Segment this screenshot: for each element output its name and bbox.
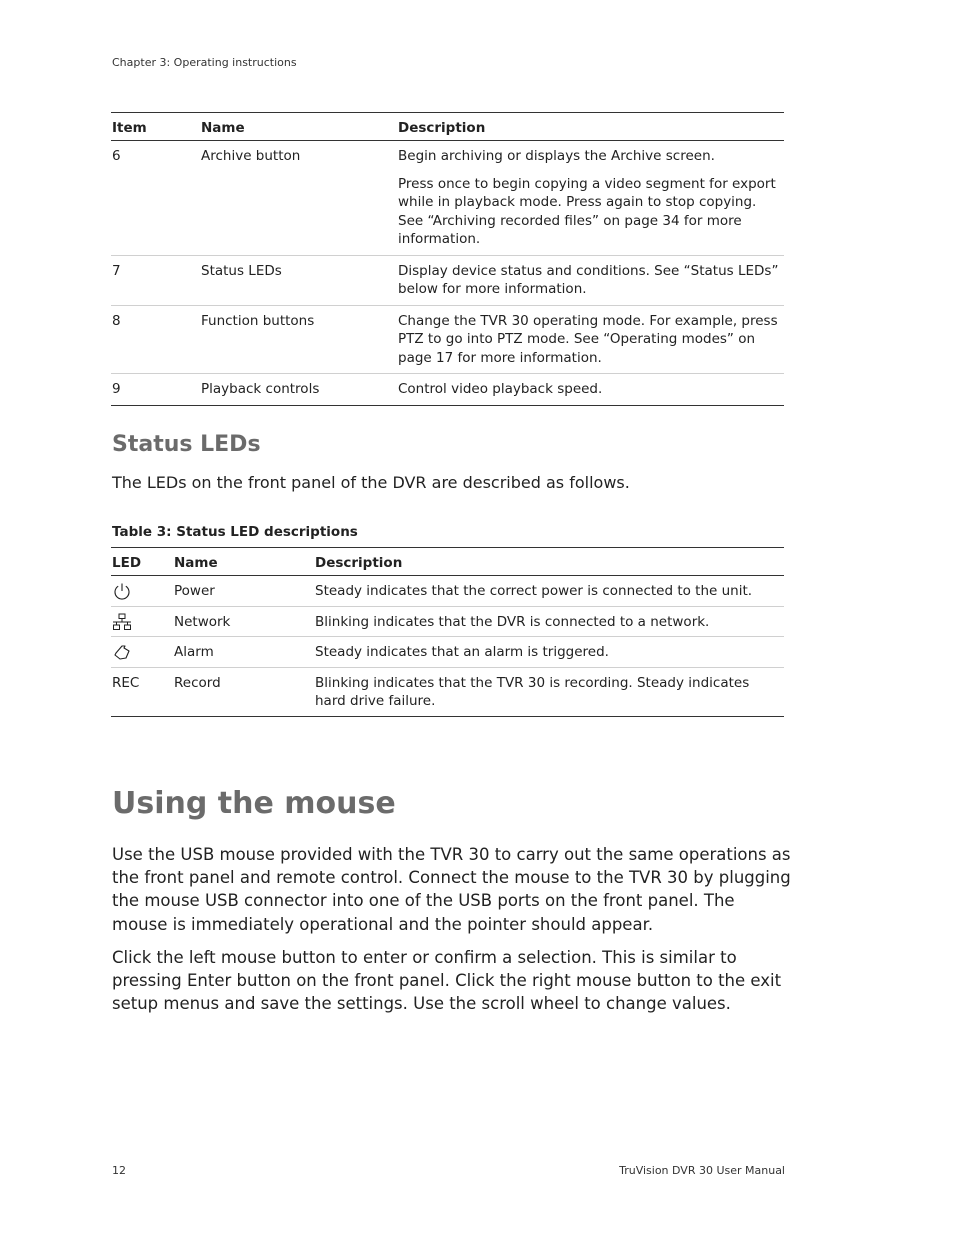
chapter-header: Chapter 3: Operating instructions	[112, 56, 297, 69]
body-paragraph: Use the USB mouse provided with the TVR 30 to carry out the same operations as the front panel and remote control. Connect the mouse to the TVR 30 by plugging the mouse USB connector into one of the USB ports on the front panel. The mouse is immediately operational and the pointer should appear.	[112, 845, 791, 934]
name-cell: Power	[173, 576, 314, 607]
table-row	[111, 305, 784, 374]
item-cell: 6	[111, 141, 200, 256]
table-row	[111, 606, 784, 637]
description-cell	[397, 255, 784, 305]
manual-title: TruVision DVR 30 User Manual	[619, 1164, 785, 1177]
table-row	[111, 374, 784, 406]
item-cell: 7	[111, 255, 200, 305]
description-text: Begin archiving or displays the Archive screen.	[398, 148, 715, 164]
column-header-led: LED	[111, 548, 173, 576]
table-row	[111, 576, 784, 607]
column-header-name: Name	[173, 548, 314, 576]
column-header-name: Name	[200, 113, 397, 141]
description-cell: Blinking indicates that the DVR is connected to a network.	[314, 606, 784, 637]
column-header-description: Description	[314, 548, 784, 576]
description-cell: Blinking indicates that the TVR 30 is recording. Steady indicates hard drive failure.	[314, 667, 784, 716]
status-led-table	[111, 547, 784, 717]
page-number: 12	[112, 1164, 126, 1177]
name-cell: Network	[173, 606, 314, 637]
body-paragraph: Click the left mouse button to enter or confirm a selection. This is similar to pressing Enter button on the front panel. Click the right mouse button to the exit setup menus and save the settings. Use the scroll wheel to change values.	[112, 948, 782, 1014]
column-header-description: Description	[397, 113, 784, 141]
table-row	[111, 255, 784, 305]
name-cell: Status LEDs	[200, 255, 397, 305]
table-row	[111, 637, 784, 668]
name-cell: Record	[173, 667, 314, 716]
name-cell: Function buttons	[200, 305, 397, 374]
name-cell: Alarm	[173, 637, 314, 668]
table-header-row	[111, 113, 784, 141]
description-cell: Steady indicates that an alarm is triggered.	[314, 637, 784, 668]
section-heading-status-leds: Status LEDs	[112, 432, 261, 457]
description-text: Display device status and conditions. See “Status LEDs” below for more information.	[398, 262, 779, 297]
description-text: Control video playback speed.	[398, 381, 603, 397]
section-heading-using-mouse: Using the mouse	[112, 786, 396, 821]
network-icon	[112, 613, 132, 631]
led-cell	[111, 606, 173, 637]
led-cell: REC	[111, 667, 173, 716]
description-cell	[397, 141, 784, 256]
front-panel-items-table	[111, 112, 784, 406]
table-row	[111, 667, 784, 716]
description-text: Change the TVR 30 operating mode. For example, press PTZ to go into PTZ mode. See “Operating modes” on page 17 for more information.	[398, 312, 778, 366]
alarm-icon	[112, 643, 132, 661]
description-cell	[397, 305, 784, 374]
table-row	[111, 141, 784, 256]
name-cell: Playback controls	[200, 374, 397, 406]
column-header-item: Item	[111, 113, 200, 141]
table-header-row	[111, 548, 784, 576]
power-icon	[112, 582, 132, 600]
description-text: Press once to begin copying a video segment for export while in playback mode. Press again to stop copying. See “Archiving recorded files” on page 34 for more information.	[398, 175, 776, 247]
item-cell: 8	[111, 305, 200, 374]
table-caption: Table 3: Status LED descriptions	[112, 524, 358, 540]
led-cell	[111, 576, 173, 607]
description-cell: Steady indicates that the correct power is connected to the unit.	[314, 576, 784, 607]
item-cell: 9	[111, 374, 200, 406]
description-cell	[397, 374, 784, 406]
status-intro-text: The LEDs on the front panel of the DVR are described as follows.	[112, 473, 630, 492]
name-cell: Archive button	[200, 141, 397, 256]
led-cell	[111, 637, 173, 668]
